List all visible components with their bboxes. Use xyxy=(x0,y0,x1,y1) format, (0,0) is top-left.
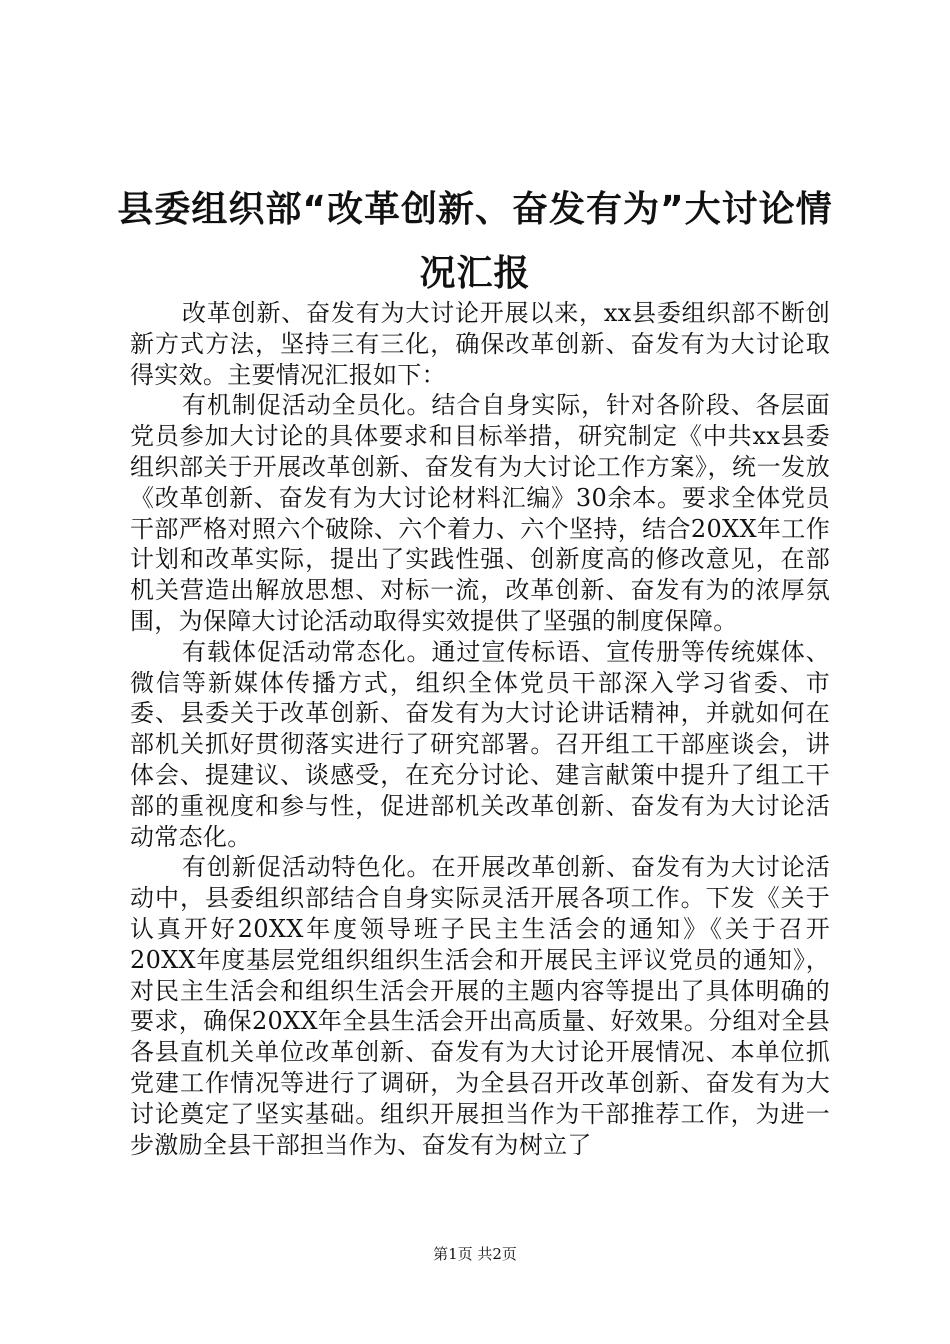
body-paragraph-carrier: 有载体促活动常态化。通过宣传标语、宣传册等传统媒体、微信等新媒体传播方式，组织全体党员干部深入学习省委、市委、县委关于改革创新、奋发有为大讨论讲话精神，并就如何在部机关抓好贯彻落实进行了研究部署。召开组工干部座谈会，讲体会、提建议、谈感受，在充分讨论、建言献策中提升了组工干部的重视度和参与性，促进部机关改革创新、奋发有为大讨论活动常态化。 xyxy=(130,637,830,851)
page-number-footer: 第1页 共2页 xyxy=(433,1245,517,1263)
document-body xyxy=(130,298,830,1160)
body-paragraph-mechanism: 有机制促活动全员化。结合自身实际，针对各阶段、各层面党员参加大讨论的具体要求和目标举措，研究制定《中共xx县委组织部关于开展改革创新、奋发有为大讨论工作方案》，统一发放《改革创新、奋发有为大讨论材料汇编》30余本。要求全体党员干部严格对照六个破除、六个着力、六个坚持，结合20XX年工作计划和改革实际，提出了实践性强、创新度高的修改意见，在部机关营造出解放思想、对标一流，改革创新、奋发有为的浓厚氛围，为保障大讨论活动取得实效提供了坚强的制度保障。 xyxy=(130,391,830,635)
document-title-line-2: 况汇报 xyxy=(419,253,531,294)
document-title-line-1: 县委组织部“改革创新、奋发有为”大讨论情 xyxy=(117,189,833,230)
body-paragraph-innovation: 有创新促活动特色化。在开展改革创新、奋发有为大讨论活动中，县委组织部结合自身实际灵活开展各项工作。下发《关于认真开好20XX年度领导班子民主生活会的通知》《关于召开20XX年度基层党组织组织生活会和开展民主评议党员的通知》，对民主生活会和组织生活会开展的主题内容等提出了具体明确的要求，确保20XX年全县生活会开出高质量、好效果。分组对全县各县直机关单位改革创新、奋发有为大讨论开展情况、本单位抓党建工作情况等进行了调研，为全县召开改革创新、奋发有为大讨论奠定了坚实基础。组织开展担当作为干部推荐工作，为进一步激励全县干部担当作为、奋发有为树立了 xyxy=(130,853,830,1159)
body-paragraph-intro: 改革创新、奋发有为大讨论开展以来，xx县委组织部不断创新方式方法，坚持三有三化，确保改革创新、奋发有为大讨论取得实效。主要情况汇报如下： xyxy=(130,299,830,389)
